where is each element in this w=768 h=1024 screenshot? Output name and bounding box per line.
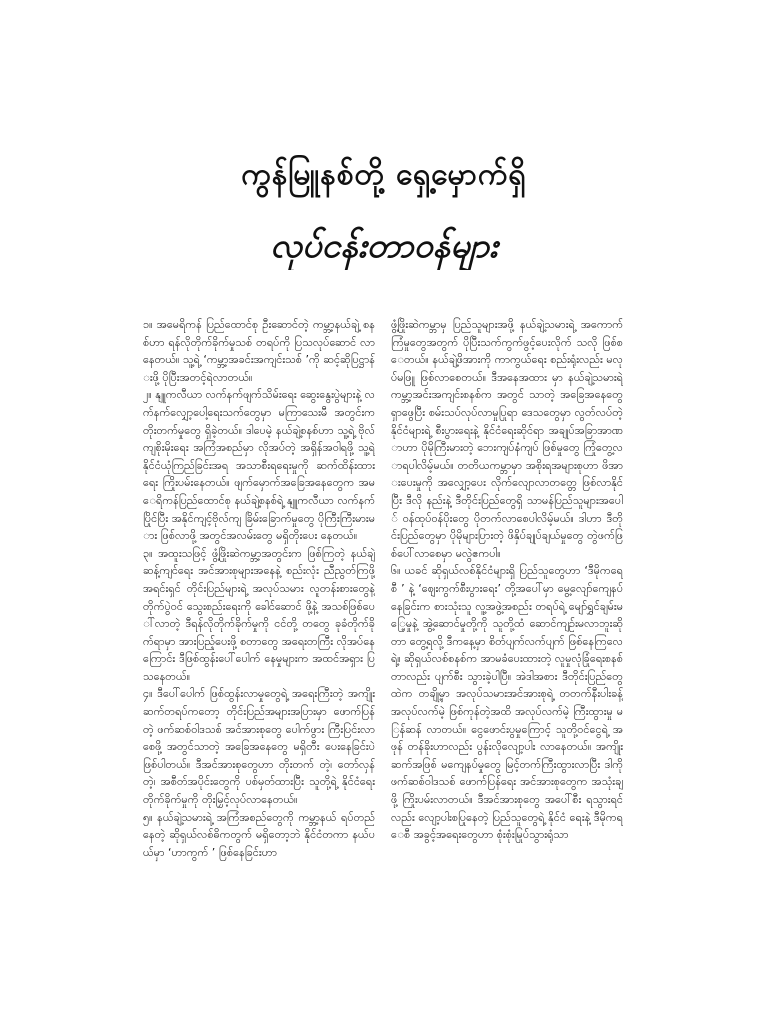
page-subtitle: လုပ်ငန်းတာဝန်များ [270, 226, 498, 266]
paragraph-4: ၄။ ဒီပေါ်ပေါက် ဖြစ်ထွန်းလာမှုတွေရဲ့ အရေးကြီးတဲ့ အကျိုးဆက်တရပ်ကတော့ တိုင်းပြည်အများအပြားမှာ ဖောက်ပြန်တဲ့ ဖက်ဆစ်ဝါဒသစ် အင်အားစုတွေ ပေါက်ဖွား ကြီးပြင်းလာစေဖို့ အတွင်သာတဲ့ အခြေအနေတွေ မရှိတီး ပေးနေခြင်းပဲ ဖြစ်ပါတယ်။ ဒီအင်အားစုတွေဟာ တိုးတက် တဲ့၊ တော်လှန်တဲ့၊ အစီတ်အပိုင်းတွေကို ပစ်မှတ်ထားပြီး သူတို့ရဲ့ နိုင်ငံရေး တိုက်ခိုက်မှုကို တိုးမြှင့်လုပ်လာနေတယ်။ [143, 687, 375, 807]
paragraph-5: ၅။ နယ်ချဲ့သမားရဲ့ အကြံအစည်တွေကို ကမ္ဘာ့နယ် ရပ်တည်နေတဲ့ ဆိုရှယ်လစ်ဓိကတွက် မရှိတော့ဘဲ နိုင်ငံတကာ နယ်ပယ်မှာ ‘ဟာကွက် ’ ဖြစ်နေခြင်းဟာ [143, 810, 375, 859]
page-title: ကွန်မြူနစ်တို့ ရှေ့မှောက်ရှိ [241, 157, 527, 192]
text-columns [143, 316, 623, 1006]
paragraph-1: ၁။ အမေရိကန် ပြည်ထောင်စု ဦးဆောင်တဲ့ ကမ္ဘာ့နယ်ချဲ့ စနစ်ဟာ ရန်လိုတိုက်ခိုက်မှုသစ် တရပ်ကို ပြသလုပ်ဆောင် လာနေတယ်။ သူ့ရဲ့ ‘ကမ္ဘာ့အခင်းအကျင်းသစ် ’ကို ဆင့်ဆိုပြဋ္ဌာန်းဖို့ ပိုပြီးအတင့်ရဲလာတယ်။ [143, 318, 375, 384]
paragraph-5-continued: ဖွံ့ဖြိုးဆဲကမ္ဘာမှ ပြည်သူများအဖို့ နယ်ချဲ့သမားရဲ့ အကောက်ကြံမှုတွေအတွက် ပိုပြီးသက်ကွက်ဖွင့်ပေးလိုက် သလို ဖြစ်စေတယ်။ နယ်ချဲ့ဖိအားကို ကာကွယ်ရေး စည်းရုံးလည်း မလုပ်မဖြူ ဖြစ်လာစေတယ်။ ဒီအနေအထား မှာ နယ်ချဲ့သမားရဲ့ ကမ္ဘာ့အင်းအကျင်းစနစ်က အတွင် သာတဲ့ အခြေအနေတွေ ရှာဖွေပြီး စမ်းသပ်လုပ်လာမှုပြုရာ ဒေသတွေမှာ လွတ်လပ်တဲ့ နိုင်ငံများရဲ့ စီးပွားရေးနဲ့ နိုင်ငံရေးဆိုင်ရာ အချုပ်အခြာအာဏာဟာ ပိုမိုကြီးမားတဲ့ ဘေးကျပ်နံကျပ် ဖြစ်မှုတွေ ကြုံတွေ့လာရပါလိမ့်မယ်။ တတိယကမ္ဘာမှာ အစိုးရအများစုဟာ ဖိအားပေးမှုကို အလျှော့ပေး လိုက်လျောလာတတ္တေ ဖြစ်လာနိုင်ပြီး ဒီလို နည်းနဲ့ ဒီတိုင်းပြည်တွေရှိ သာမန်ပြည်သူများအပေါ် ဝန်ထုပ်ဝန်ပိုးတွေ ပိုတက်လာစေပါလိမ့်မယ်။ ဒါဟာ ဒီတိုင်းပြည်တွေမှာ ပိုမိုများပြားတဲ့ ဖိနှိပ်ချုပ်ချယ်မှုတွေ တွဲဖက်ဖြစ်ပေါ်လာစေမှာ မလွဲဧကပါ။ [391, 318, 623, 560]
right-column [391, 316, 623, 1006]
paragraph-3: ၃။ အထူးသဖြင့် ဖွံ့ဖြိုးဆဲကမ္ဘာ့အတွင်းက ဖြစ်ကြတဲ့ နယ်ချဲ့ဆန့်ကျင်ရေး အင်အားစုများအနေနဲ့ စည်းလုံး ညီညွတ်ကြဖို့ အရင်းရှင် တိုင်းပြည်များရဲ့ အလုပ်သမား လူတန်းစားတွေနဲ့ တိုက်ပွဲဝင် သွေးစည်းရေးကို ခေါင်ဆောင် ဖို့နဲ့ အသစ်ဖြစ်ပေါ်လာတဲ့ ဒီရန်လိုတိုက်ခိုက်မှုကို ငင်တို့ တတွေ ခုခံတိုက်ခိုက်ရာမှာ အားပြည့်ပေးဖို့ စတာတွေ အရေးတကြီး လိုအပ်နေကြောင်း ဒီဖြစ်ထွန်းပေါ်ပေါက် နေမှုများက အထင်အရှား ပြသနေတယ်။ [143, 546, 375, 683]
left-column [143, 316, 375, 1006]
paragraph-2: ၂။ နျူကလီယာ လက်နက်ဖျက်သိမ်းရေး ဆွေးနွေးပွဲများနဲ့ လက်နက်လျှော့ပေါ့ရေးသက်တွေမှာ မကြာသေးမီ အတွင်းက တိုးတက်မှုတွေ ရှိခဲ့တယ်။ ဒါပေမဲ့ နယ်ချဲ့စနစ်ဟာ သူ့ရဲ့ ဗိုလ်ကျစိုးမိုးရေး အကြံအစည်မှာ လိုအပ်တဲ့ အရှိန်အဝါရဖို့ သူ့ရဲ့ နိုင်ငံယုံကြည်ခြင်းအရ အသာစီးရရေးမှုကို ဆက်ထိန်းထား ရေး ကြိုးပမ်းနေတယ်။ ဖျက်မှောက်အခြေအနေတွေက အမေရိကန်ပြည်ထောင်စု နယ်ချဲ့စနစ်ရဲ့ နျူကလီယာ လက်နက်ပြိုင်ပြီး အနိုင်ကျင့်ဗိုလ်ကျ ခြိမ်းခြောက်မှုတွေ ပိုကြီးကြီးမားမား ဖြစ်လာဖို့ အတွင်အလမ်းတွေ မရှိတိုးပေး နေတယ်။ [143, 388, 375, 543]
paragraph-6: ၆။ ယခင် ဆိုရှယ်လစ်နိုင်ငံများရှိ ပြည်သူတွေဟာ ‘ဒီမိုကရေစီ ’ နဲ့ ‘ဈေးကွက်စီးပွားရေး’ တို့အပေါ်မှာ မွေ့လျော်ကျေနပ်နေခြင်းက စားသုံးသူ လူ့အဖွဲ့အစည်း တရပ်ရဲ့ မျော်ရွှင်ချမ်းမြေ့မှုနဲ့ အွဲ့ဆောင်မှုတို့ကို သူတို့ထံ ဆောင်ကျဉ်းမလာဘူးဆိုတာ တွေ့ရလို့ ဒီကနေ့မှာ စိတ်ပျက်လက်ပျက် ဖြစ်နေကြလေရဲ့။ ဆိုရှယ်လစ်စနစ်က အာမခံပေးထားတဲ့ လူမှုလုံခြုံရေးစနစ်တာလည်း ပျက်စီး သွားခဲ့ပါပြီ။ အဲဒါအစား ဒီတိုင်းပြည်တွေထဲက တချို့မှာ အလုပ်သမားအင်အားစုရဲ့ တတက်နီးပါးခန့် အလုပ်လက်မဲ့ ဖြစ်ကုန်တဲ့အထိ အလုပ်လက်မဲ့ ကြီးထွားမှု မြန်ဆန် လာတယ်။ ငွေဖောင်းပွမှုကြောင့် သူတို့ဝင်ငွေရဲ့ အဖုန် တန်ခိုးဟာလည်း ပွန်းလိုလျော့ပါး လာနေတယ်။ အကျိုး ဆက်အဖြစ် မကျေနပ်မှုတွေ မြင့်တက်ကြီးထွားလာပြီး ဒါကို ဖက်ဆစ်ဝါဒသစ် ဖောက်ပြန်ရေး အင်အားစုတွေက အသုံးချဖို့ ကြိုးပမ်းလာတယ်။ ဒီအင်အားစုတွေ အပေါ်စီး ရသွားရင်လည်း လျော့ပါးစပြုနေတဲ့ ပြည်သူတွေရဲ့ နိုင်ငံ ရေးနဲ့ ဒီမိုကရေစီ အခွင့်အရေးတွေဟာ စုံးစုံးမြုပ်သွားရုံသာ [391, 564, 623, 842]
